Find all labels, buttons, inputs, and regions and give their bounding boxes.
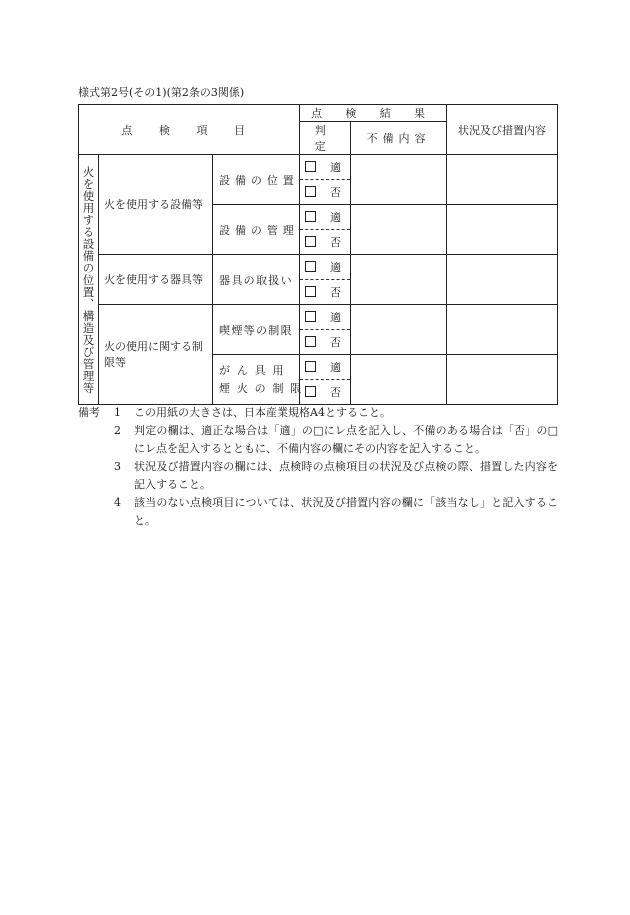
item-equipment-management: 設備の管理 (213, 205, 300, 255)
checkbox-ok[interactable] (305, 361, 316, 372)
header-check-item: 点 検 項 目 (79, 105, 300, 155)
header-status-and-measures: 状況及び措置内容 (447, 105, 558, 155)
judge-ok-option[interactable] (300, 255, 351, 280)
ok-label: 適 (330, 311, 342, 324)
header-defect-content: 不備内容 (351, 122, 447, 155)
status-cell[interactable] (447, 305, 558, 355)
note-text: 該当のない点検項目については、状況及び措置内容の欄に「該当なし」と記入すること。 (134, 496, 558, 527)
checkbox-ng[interactable] (305, 286, 316, 297)
checkbox-ng[interactable] (305, 236, 316, 247)
note-entry (78, 458, 558, 494)
note-number: 2 (114, 424, 121, 437)
status-cell[interactable] (447, 205, 558, 255)
notes-section (78, 404, 558, 530)
item-toy-fireworks-line1: がん具用 (219, 363, 291, 377)
checkbox-ng[interactable] (305, 336, 316, 347)
note-text: この用紙の大きさは、日本産業規格A4とすること。 (134, 406, 391, 419)
defect-content-cell[interactable] (351, 305, 447, 355)
defect-content-cell[interactable] (351, 355, 447, 405)
item-appliance-handling: 器具の取扱い (213, 255, 300, 305)
judge-ng-option[interactable] (300, 230, 351, 255)
checkbox-ok[interactable] (305, 261, 316, 272)
ng-label: 否 (330, 236, 342, 249)
judge-ng-option[interactable] (300, 280, 351, 305)
judge-ok-option[interactable] (300, 305, 351, 330)
ng-label: 否 (330, 336, 342, 349)
note-number: 3 (114, 460, 121, 473)
ok-label: 適 (330, 261, 342, 274)
judge-ng-option[interactable] (300, 380, 351, 405)
checkbox-ok[interactable] (305, 161, 316, 172)
note-number: 1 (114, 406, 121, 419)
judge-ng-option[interactable] (300, 180, 351, 205)
main-category-label: 火を使用する設備の位置、構造及び管理等 (79, 155, 99, 405)
item-smoking-restriction: 喫煙等の制限 (213, 305, 300, 355)
ok-label: 適 (330, 161, 342, 174)
note-text: 状況及び措置内容の欄には、点検時の点検項目の状況及び点検の際、措置した内容を記入すること。 (134, 460, 558, 491)
status-cell[interactable] (447, 155, 558, 205)
category-fire-use-restrictions: 火の使用に関する制限等 (99, 305, 213, 405)
note-entry (78, 494, 558, 530)
item-toy-fireworks-restriction (213, 355, 309, 405)
category-fire-appliances: 火を使用する器具等 (99, 255, 213, 305)
status-cell[interactable] (447, 255, 558, 305)
ng-label: 否 (330, 286, 342, 299)
defect-content-cell[interactable] (351, 155, 447, 205)
note-entry (78, 422, 558, 458)
judge-ok-option[interactable] (300, 355, 351, 380)
header-judgment: 判 定 (300, 122, 351, 155)
judge-ng-option[interactable] (300, 330, 351, 355)
checkbox-ng[interactable] (305, 186, 316, 197)
item-equipment-position: 設備の位置 (213, 155, 300, 205)
header-check-result: 点 検 結 果 (300, 105, 447, 122)
ok-label: 適 (330, 361, 342, 374)
defect-content-cell[interactable] (351, 205, 447, 255)
item-toy-fireworks-line2: 煙火の制限 (219, 381, 309, 395)
checkbox-ng[interactable] (305, 386, 316, 397)
ok-label: 適 (330, 211, 342, 224)
judge-ok-option[interactable] (300, 205, 351, 230)
judge-ok-option[interactable] (300, 155, 351, 180)
status-cell[interactable] (447, 355, 558, 405)
note-text: 判定の欄は、適正な場合は「適」の□にレ点を記入し、不備のある場合は「否」の□にレ点を記入するとともに、不備内容の欄にその内容を記入すること。 (134, 424, 558, 455)
inspection-table (78, 104, 558, 405)
note-entry (78, 404, 558, 422)
notes-lead: 備考 (78, 406, 100, 419)
ng-label: 否 (330, 186, 342, 199)
ng-label: 否 (330, 386, 342, 399)
checkbox-ok[interactable] (305, 211, 316, 222)
form-title: 様式第2号(その1)(第2条の3関係) (78, 86, 245, 99)
checkbox-ok[interactable] (305, 311, 316, 322)
note-number: 4 (114, 496, 121, 509)
defect-content-cell[interactable] (351, 255, 447, 305)
category-fire-equipment: 火を使用する設備等 (99, 155, 213, 255)
